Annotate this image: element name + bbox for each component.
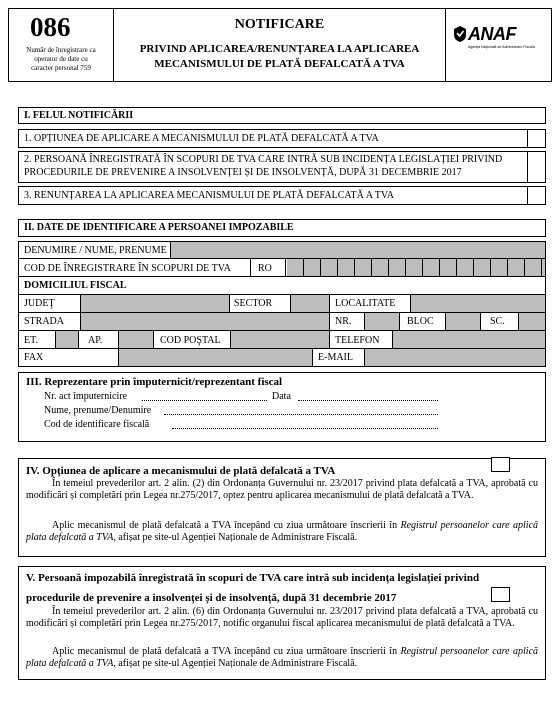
registration-note-line3: caracter personal 759 [31, 64, 91, 72]
sector-field[interactable] [290, 295, 330, 312]
logo-text: ANAF [468, 24, 516, 44]
fax-label: FAX [24, 352, 44, 363]
cod-tva-digits[interactable] [287, 259, 545, 276]
sc-field[interactable] [518, 313, 545, 330]
strada-field[interactable] [80, 313, 330, 330]
cod-postal-label: COD POŞTAL [160, 335, 221, 346]
nr-label: NR. [335, 316, 352, 327]
sector-label: SECTOR [234, 298, 273, 309]
section1-option1-label: 1. OPȚIUNEA DE APLICARE A MECANISMULUI DE PLATĂ DEFALCATĂ A TVA [24, 133, 379, 144]
section1-option1-checkbox[interactable] [527, 129, 546, 148]
act-field[interactable] [142, 400, 267, 401]
cod-postal-field[interactable] [230, 331, 330, 348]
page-subtitle-line1: PRIVIND APLICAREA/RENUNȚAREA LA APLICAREA [139, 43, 420, 55]
section5-paragraph2 [26, 646, 538, 670]
telefon-field[interactable] [392, 331, 545, 348]
section5-paragraph1 [26, 606, 538, 630]
bloc-field[interactable] [445, 313, 481, 330]
cif-label: Cod de identificare fiscală [44, 419, 150, 430]
row-divider [18, 276, 546, 277]
strada-label: STRADA [24, 316, 65, 327]
sc-label: SC. [490, 316, 505, 327]
data-label: Data [272, 391, 291, 402]
telefon-label: TELEFON [335, 335, 380, 346]
judet-field[interactable] [80, 295, 230, 312]
section1-option3-checkbox[interactable] [527, 186, 546, 205]
localitate-field[interactable] [410, 295, 545, 312]
anaf-shield-icon [454, 26, 466, 42]
section5-paragraph1-text: În temeiul prevederilor art. 2 alin. (6) din Ordonanța Guvernului nr. 23/2017 privind plata defalcată a TVA, aprobată cu modificări și completări prin Legea nr.275/2017, notific organului fiscal aplicarea mecanismului de plată defalcată a TVA. [26, 606, 538, 629]
section5-checkbox[interactable] [491, 587, 510, 602]
registration-note-line2: operator de date cu [34, 55, 88, 63]
section1-title: I. FELUL NOTIFICĂRII [24, 110, 134, 121]
ap-field[interactable] [118, 331, 154, 348]
nume-field[interactable] [164, 414, 438, 415]
et-label: ET. [24, 335, 38, 346]
section1-option2-label-line2: PROCEDURILE DE PREVENIRE A INSOLVENȚEI ȘI DE INSOLVENȚĂ, DUPĂ 31 DECEMBRIE 2017 [24, 167, 462, 178]
form-number: 086 [30, 12, 71, 42]
ap-label: AP. [88, 335, 103, 346]
et-field[interactable] [55, 331, 79, 348]
denumire-label: DENUMIRE / NUME, PRENUME [24, 245, 167, 256]
section5-register-name: Registrul persoanelor care aplică plata defalcată a TVA [26, 646, 539, 669]
act-label: Nr. act împuternicire [44, 391, 128, 402]
section4-p2-start: Aplic mecanismul de plată defalcată a TVA începând cu ziua următoare înscrierii în [52, 520, 401, 531]
nume-label: Nume, prenume/Denumire [44, 405, 152, 416]
localitate-label: LOCALITATE [335, 298, 396, 309]
cod-tva-label: COD DE ÎNREGISTRARE ÎN SCOPURI DE TVA [24, 263, 231, 274]
ro-label: RO [258, 263, 272, 274]
denumire-field[interactable] [170, 242, 545, 258]
section4-paragraph1 [26, 478, 538, 502]
domiciliu-label: DOMICILIUL FISCAL [24, 280, 127, 291]
section1-option2-label-line1: 2. PERSOANĂ ÎNREGISTRATĂ ÎN SCOPURI DE TVA CARE INTRĂ SUB INCIDENȚA LEGISLAȚIEI PRIVIND [24, 154, 503, 165]
page-subtitle-line2: MECANISMULUI DE PLATĂ DEFALCATĂ A TVA [154, 58, 405, 70]
section4-title: IV. Opțiunea de aplicare a mecanismului de plată defalcată a TVA [26, 465, 336, 477]
bloc-label: BLOC [407, 316, 434, 327]
section4-paragraph1-text: În temeiul prevederilor art. 2 alin. (2) din Ordonanța Guvernului nr. 23/2017 privind plata defalcată a TVA, aprobată cu modificări și completări prin Legea nr.275/2017, optez pentru aplicarea mecanismului de plată defalcată a TVA. [26, 478, 538, 501]
section5-p2-end: , afișat pe site-ul Agenției Naționale de Administrare Fiscală. [113, 658, 358, 669]
section3-title: III. Reprezentare prin împuternicit/reprezentant fiscal [26, 376, 283, 388]
email-field[interactable] [364, 349, 545, 366]
cif-field[interactable] [172, 428, 438, 429]
email-label: E-MAIL [318, 352, 353, 363]
data-field[interactable] [298, 400, 438, 401]
header-divider-right [445, 8, 446, 82]
section2-title: II. DATE DE IDENTIFICARE A PERSOANEI IMPOZABILE [24, 222, 294, 233]
section1-option3-label: 3. RENUNȚAREA LA APLICAREA MECANISMULUI DE PLATĂ DEFALCATĂ A TVA [24, 190, 395, 201]
section4-register-name: Registrul persoanelor care aplică plata defalcată a TVA [26, 520, 539, 543]
section1-option2-checkbox[interactable] [527, 151, 546, 183]
section4-paragraph2 [26, 520, 538, 544]
section4-p2-end: , afișat pe site-ul Agenției Naționale de Administrare Fiscală. [113, 532, 358, 543]
section5-title-line2: procedurile de prevenire a insolvenței și de insolvență, după 31 decembrie 2017 [26, 592, 397, 604]
page-title: NOTIFICARE [234, 17, 325, 32]
registration-note-line1: Număr de înregistrare ca [26, 46, 96, 54]
anaf-logo [452, 22, 548, 62]
logo-subtext: Agenţia Naţională de Administrare Fiscală [468, 45, 535, 49]
section4-checkbox[interactable] [491, 457, 510, 472]
section5-title-line1: V. Persoană impozabilă înregistrată în scopuri de TVA care intră sub incidența legislației privind [26, 572, 480, 584]
section5-p2-start: Aplic mecanismul de plată defalcată a TVA începând cu ziua următoare înscrierii în [52, 646, 401, 657]
fax-field[interactable] [118, 349, 313, 366]
nr-field[interactable] [364, 313, 400, 330]
judet-label: JUDEŢ [24, 298, 55, 309]
